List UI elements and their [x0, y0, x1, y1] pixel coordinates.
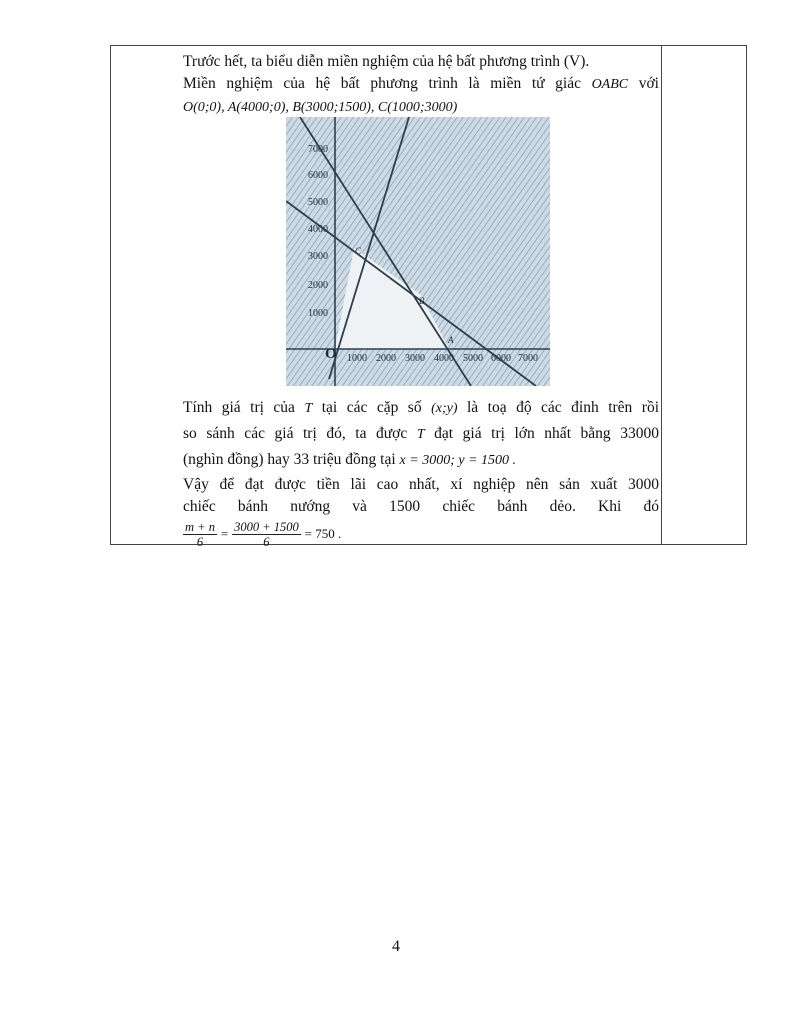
text-line	[183, 447, 659, 473]
y-tick-label: 3000	[308, 251, 328, 262]
fraction-line: $\frac{m + n}{6}$ = $\frac{3000 + 1500}{6}$ = 750 .	[185, 520, 342, 549]
x-tick-label: 5000	[463, 353, 483, 364]
column-divider	[661, 46, 662, 544]
point-A-label: A	[448, 335, 454, 345]
text-span: (nghìn đồng) hay 33 triệu đồng tại	[183, 451, 396, 468]
solution-table	[110, 45, 747, 549]
fraction-values	[232, 520, 301, 549]
paragraph-3	[183, 474, 659, 549]
origin-label: O	[325, 346, 337, 362]
x-tick-label: 7000	[518, 353, 538, 364]
text-line	[183, 395, 659, 421]
vertex-coordinates: O(0;0), A(4000;0), B(3000;1500), C(1000;3000)	[183, 100, 458, 115]
text-span: so sánh các giá trị đó, ta được	[183, 425, 408, 442]
x-tick-label: 2000	[376, 353, 396, 364]
optimal-point: x = 3000; y = 1500 .	[399, 453, 517, 468]
text-line: Vậy để đạt được tiền lãi cao nhất, xí nghiệp nên sản xuất 3000	[183, 476, 659, 493]
x-tick-label: 1000	[347, 353, 367, 364]
feasible-region-graph	[286, 117, 550, 386]
variable-T: T	[416, 427, 425, 442]
y-tick-label: 7000	[308, 144, 328, 155]
page-number: 4	[392, 938, 400, 955]
x-tick-label: 4000	[434, 353, 454, 364]
text-line	[183, 421, 659, 447]
text-span: là toạ độ các đỉnh trên rồi	[466, 399, 660, 416]
paragraph-1	[183, 51, 659, 119]
text-span: Miền nghiệm của hệ bất phương trình là miền tứ giác	[183, 75, 581, 92]
y-tick-label: 5000	[308, 197, 328, 208]
pair-xy: (x;y)	[431, 401, 458, 416]
y-tick-label: 4000	[308, 224, 328, 235]
variable-T: T	[304, 401, 313, 416]
denominator: 6	[263, 535, 270, 549]
text-span: đạt giá trị lớn nhất bằng 33000	[434, 425, 659, 442]
numerator: m + n	[185, 520, 215, 534]
text-line: chiếc bánh nướng và 1500 chiếc bánh dẻo. Khi đó	[183, 498, 659, 515]
x-tick-label: 6000	[491, 353, 511, 364]
x-tick-label: 3000	[405, 353, 425, 364]
point-B-label: B	[419, 296, 425, 306]
text-span: Tính giá trị của	[183, 399, 295, 416]
text-span: tại các cặp số	[321, 399, 422, 416]
y-tick-label: 2000	[308, 280, 328, 291]
numerator: 3000 + 1500	[234, 520, 299, 534]
text-line	[183, 73, 659, 96]
polygon-name: OABC	[591, 77, 629, 92]
text-span: với	[638, 75, 659, 92]
text-line: Trước hết, ta biểu diễn miền nghiệm của hệ bất phương trình (V).	[183, 53, 590, 70]
y-tick-label: 1000	[308, 308, 328, 319]
fraction-mn	[183, 520, 217, 549]
y-tick-label: 6000	[308, 170, 328, 181]
paragraph-2	[183, 395, 659, 473]
point-C-label: C	[355, 246, 362, 256]
x-tick-labels	[347, 353, 538, 364]
fraction-result: = 750 .	[304, 526, 342, 542]
denominator: 6	[196, 535, 204, 549]
